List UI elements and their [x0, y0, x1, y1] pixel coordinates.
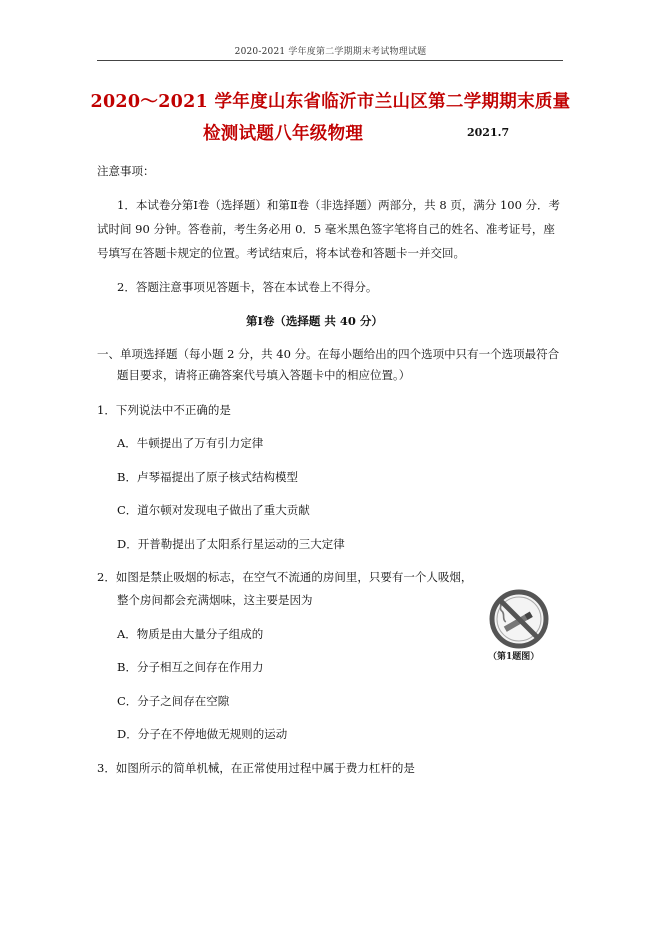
q1-option-d: D．开普勒提出了太阳系行星运动的三大定律 — [117, 537, 345, 551]
q1-option-a: A．牛顿提出了万有引力定律 — [117, 436, 264, 450]
q2-stem-line1: 2．如图是禁止吸烟的标志，在空气不流通的房间里，只要有一个人吸烟， — [97, 570, 473, 584]
part1-instruction-line1: 一、单项选择题（每小题 2 分，共 40 分。在每小题给出的四个选项中只有一个选项最符合 — [97, 347, 560, 361]
q3-stem: 3．如图所示的简单机械，在正常使用过程中属于费力杠杆的是 — [97, 761, 415, 775]
running-header: 2020-2021 学年度第二学期期末考试物理试题 — [234, 47, 427, 57]
notice-item1-line2: 试时间 90 分钟。答卷前，考生务必用 0．5 毫米黑色签字笔将自己的姓名、准考证号，座 — [97, 222, 555, 236]
q1-option-b: B．卢琴福提出了原子核式结构模型 — [117, 470, 298, 484]
exam-title-line1: 2020～2021 学年度山东省临沂市兰山区第二学期期末质量 — [90, 92, 571, 112]
q2-stem-line2: 整个房间都会充满烟味，这主要是因为 — [117, 593, 313, 607]
q2-option-a: A．物质是由大量分子组成的 — [117, 627, 264, 641]
q2-option-b: B．分子相互之间存在作用力 — [117, 660, 264, 674]
exam-date: 2021.7 — [467, 126, 510, 139]
notice-item1-line1: 1．本试卷分第Ⅰ卷（选择题）和第Ⅱ卷（非选择题）两部分，共 8 页，满分 100 分．考 — [117, 198, 561, 212]
part1-instruction-line2: 题目要求，请将正确答案代号填入答题卡中的相应位置。） — [117, 368, 411, 382]
q1-option-c: C．道尔顿对发现电子做出了重大贡献 — [117, 503, 310, 517]
q1-stem: 1．下列说法中不正确的是 — [97, 403, 231, 417]
section1-heading: 第Ⅰ卷（选择题 共 40 分） — [246, 314, 383, 328]
exam-title-line2: 检测试题八年级物理 — [203, 124, 364, 144]
no-smoking-sign-icon — [488, 588, 550, 650]
header-rule — [97, 60, 563, 61]
q2-option-d: D．分子在不停地做无规则的运动 — [117, 727, 288, 741]
notice-item1-line3: 号填写在答题卡规定的位置。考试结束后，将本试卷和答题卡一并交回。 — [97, 246, 465, 260]
q2-option-c: C．分子之间存在空隙 — [117, 694, 230, 708]
notice-heading: 注意事项： — [97, 164, 155, 178]
figure-caption: （第1题图） — [488, 652, 540, 662]
notice-item2: 2．答题注意事项见答题卡，答在本试卷上不得分。 — [117, 280, 378, 294]
